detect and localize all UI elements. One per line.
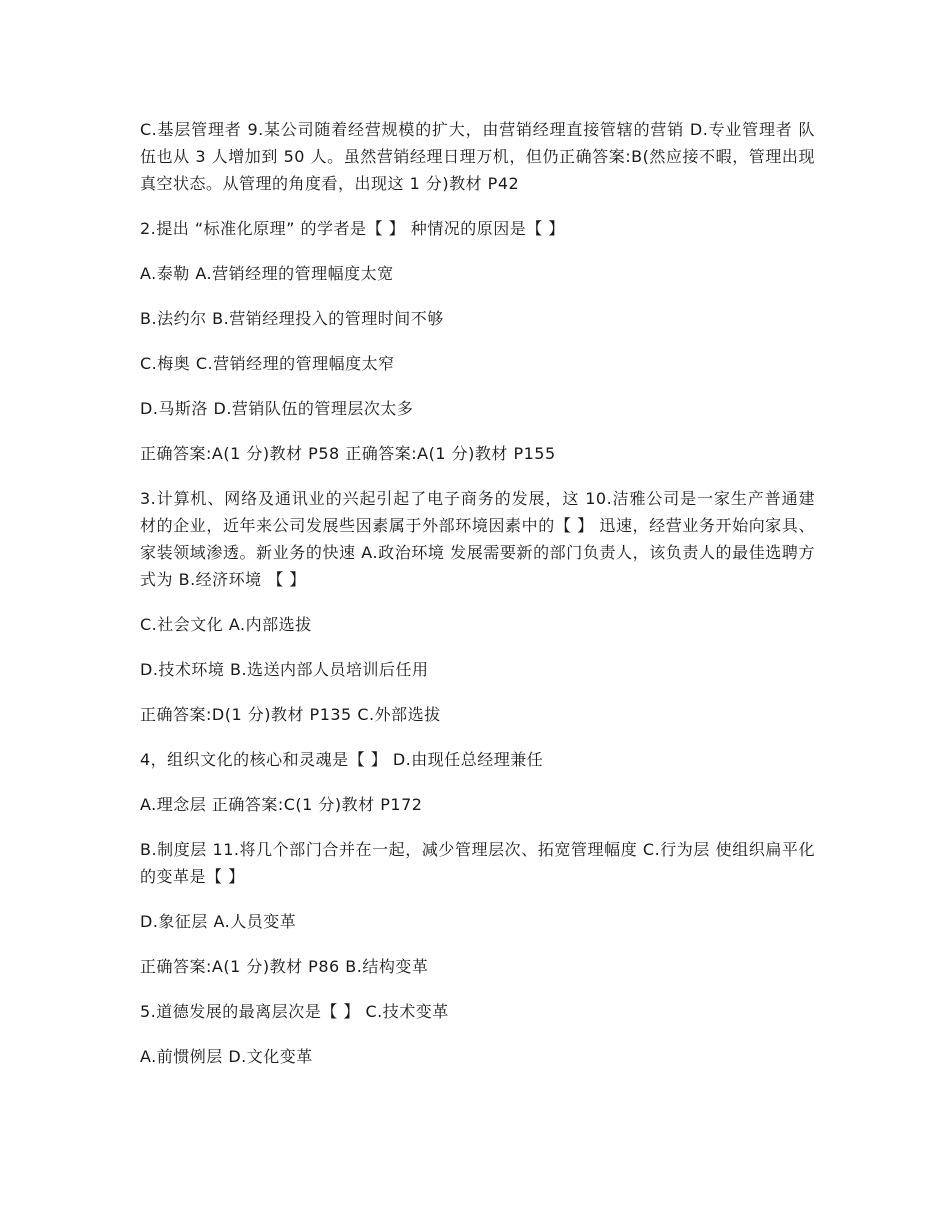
paragraph-option-b: B.法约尔 B.营销经理投入的管理时间不够: [140, 309, 444, 328]
paragraph-option-c: C.梅奥 C.营销经理的管理幅度太窄: [140, 354, 395, 373]
paragraph-q3-q10-stem: 3.计算机、网络及通讯业的兴起引起了电子商务的发展，这 10.洁雅公司是一家生产普通建材的企业，近年来公司发展些因素属于外部环境因素中的【 】 迅速，经营业务开始向家具、家装领域渗透。新业务的快速 A.政治环境 发展需要新的部门负责人，该负责人的最佳选聘方式为 B.经济环境 【 】: [140, 489, 815, 589]
paragraph-option-d3: D.象征层 A.人员变革: [140, 912, 297, 931]
paragraph-option-d2: D.技术环境 B.选送内部人员培训后任用: [140, 660, 429, 679]
paragraph-q5-stem: 5.道德发展的最离层次是【 】 C.技术变革: [140, 1002, 449, 1021]
paragraph-q9-text: C.基层管理者 9.某公司随着经营规模的扩大，由营销经理直接管辖的营销 D.专业管理者 队伍也从 3 人增加到 50 人。虽然营销经理日理万机，但仍正确答案:B(然应接不暇，管理出现真空状态。从管理的角度看，出现这 1 分)教材 P42: [140, 120, 815, 193]
paragraph-answer-q4: 正确答案:A(1 分)教材 P86 B.结构变革: [140, 957, 429, 976]
paragraph-q11-stem: B.制度层 11.将几个部门合并在一起，减少管理层次、拓宽管理幅度 C.行为层 使组织扁平化的变革是【 】: [140, 840, 815, 886]
document-body: [140, 116, 815, 1088]
paragraph-option-a3: A.理念层 正确答案:C(1 分)教材 P172: [140, 795, 423, 814]
paragraph-option-d: D.马斯洛 D.营销队伍的管理层次太多: [140, 399, 414, 418]
paragraph-answers: 正确答案:A(1 分)教材 P58 正确答案:A(1 分)教材 P155: [140, 444, 556, 463]
paragraph-option-a: A.泰勒 A.营销经理的管理幅度太宽: [140, 264, 394, 283]
paragraph-answer-q3: 正确答案:D(1 分)教材 P135 C.外部选拔: [140, 705, 441, 724]
paragraph-option-c2: C.社会文化 A.内部选拔: [140, 615, 312, 634]
paragraph-q2-stem: 2.提出 “标准化原理” 的学者是【 】 种情况的原因是【 】: [140, 219, 565, 238]
paragraph-q4-stem: 4，组织文化的核心和灵魂是【 】 D.由现任总经理兼任: [140, 750, 544, 769]
paragraph-option-a5: A.前惯例层 D.文化变革: [140, 1047, 313, 1066]
